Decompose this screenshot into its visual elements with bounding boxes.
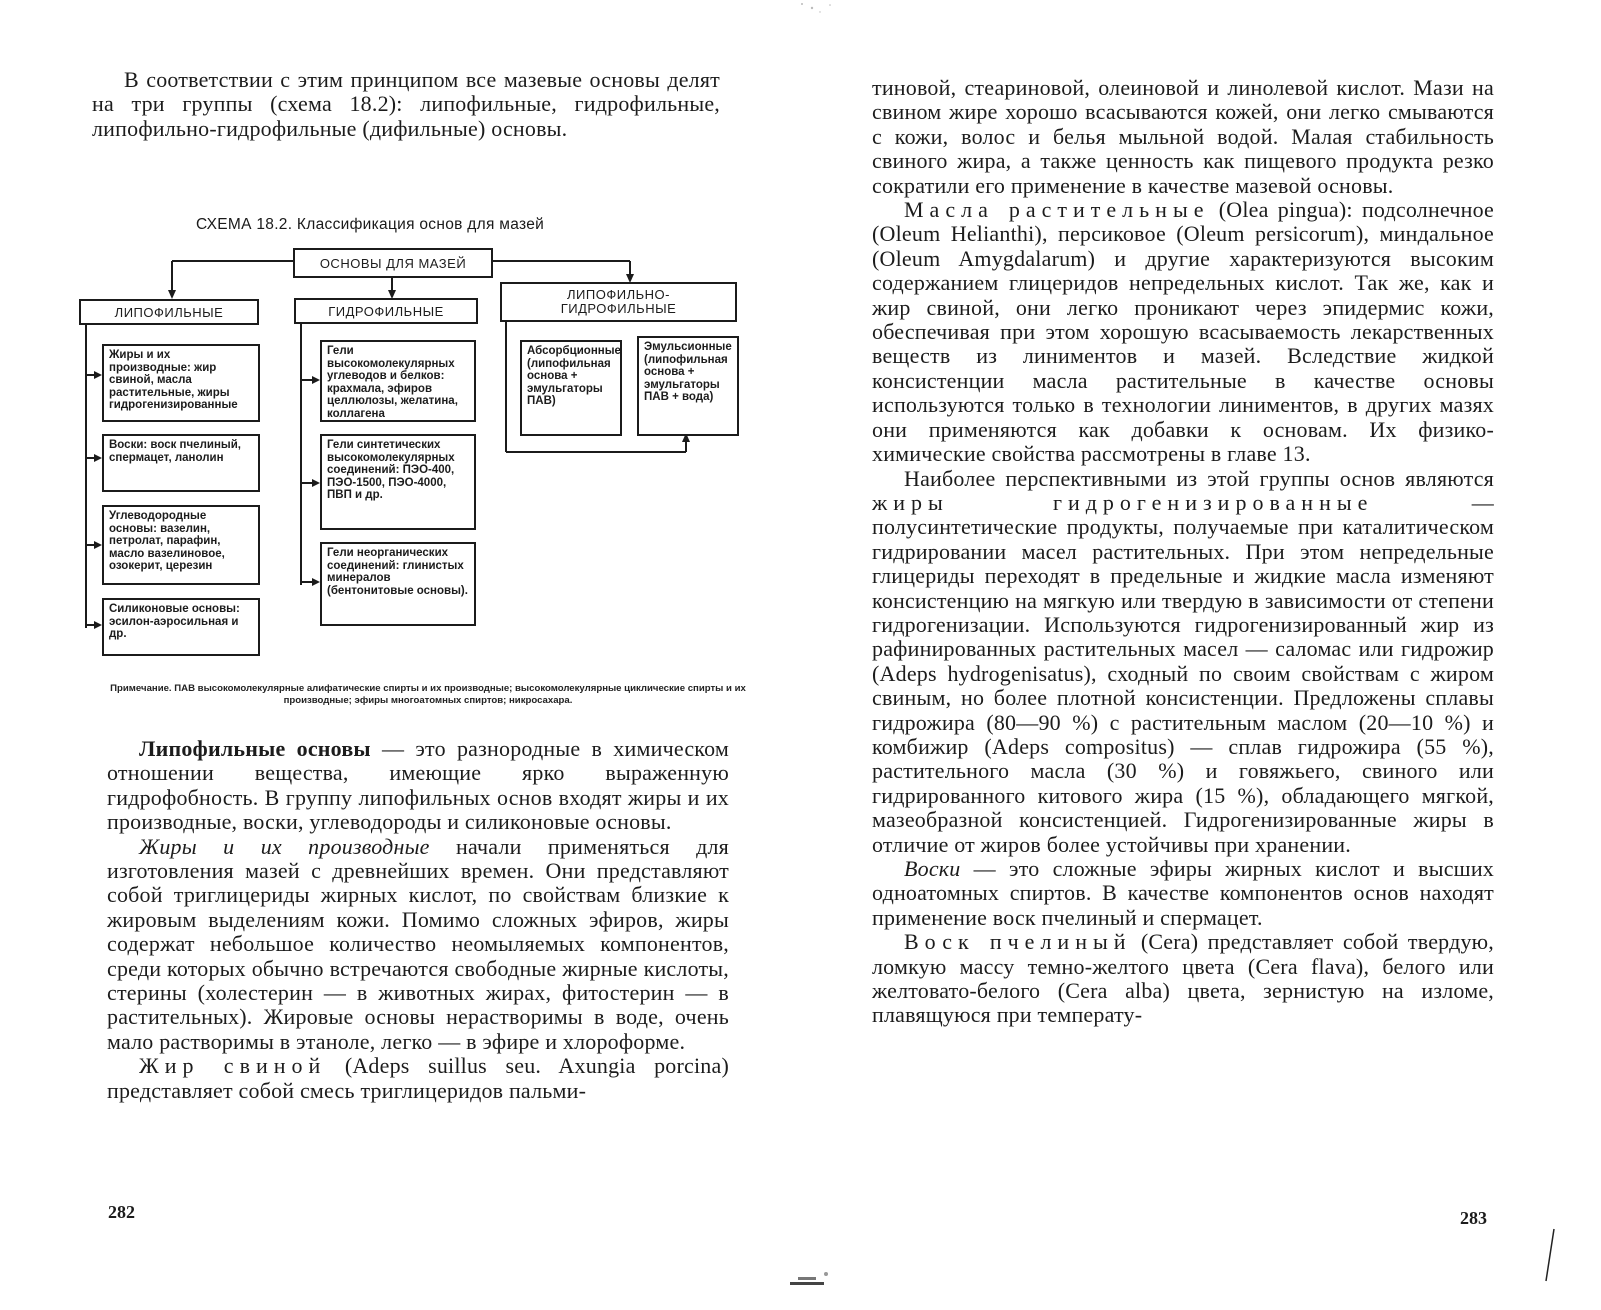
paragraph-lipophilic-bases: Липофильные основы — это разнородные в химическом отношении вещества, имеющие ярко выраженную гидрофобность. В группу липофильных основ входят жиры и их производные, воски, углеводороды и силиконовые основы. [107, 736, 729, 835]
lipophilic-item-silicones: Силиконовые основы: эсилон-аэросильная и др. [102, 598, 260, 656]
hydrophilic-item-synthetic-gels: Гели синтетических высокомолекулярных соединений: ПЭО-400, ПЭО-1500, ПЭО-4000, ПВП и др. [320, 434, 476, 530]
right-page [800, 0, 1601, 1310]
root-box: ОСНОВЫ ДЛЯ МАЗЕЙ [293, 248, 493, 278]
paragraph-pork-fat-cont: тиновой, стеариновой, олеиновой и линолевой кислот. Мази на свином жире хорошо всасываются кожей, они легко смываются с кожи, волос и белья мыльной водой. Малая стабильность свиного жира, а также ценность как пищевого продукта резко сократили его применение в качестве мазевой основы. [872, 75, 1494, 198]
left-body-text [107, 737, 729, 1103]
page-number-left: 282 [108, 1202, 135, 1222]
lipo-hydro-header: ЛИПОФИЛЬНО-ГИДРОФИЛЬНЫЕ [500, 282, 737, 322]
left-page [0, 0, 800, 1310]
paragraph-waxes: Воски — это сложные эфиры жирных кислот и высших одноатомных спиртов. В качестве компонентов основ находят применение воск пчелиный и спермацет. [872, 856, 1494, 930]
scan-speck-top [790, 0, 850, 20]
lipophilic-item-waxes: Воски: воск пчелиный, спермацет, ланолин [102, 434, 260, 492]
scan-smudge-bottom [784, 1262, 844, 1302]
lipo-hydro-item-absorption: Абсорбционные (липофильная основа + эмульгаторы ПАВ) [520, 340, 622, 436]
paragraph-pork-fat: Жир свиной (Adeps suillus seu. Axungia porcina) представляет собой смесь триглицеридов пальми- [107, 1053, 729, 1103]
hydrophilic-header: ГИДРОФИЛЬНЫЕ [294, 298, 478, 324]
lipophilic-item-fats: Жиры и их производные: жир свиной, масла растительные, жиры гидрогенизированные [102, 344, 260, 422]
paragraph-vegetable-oils: Масла растительные (Olea pingua): подсолнечное (Oleum Helianthi), персиковое (Oleum persicorum), миндальное (Oleum Amygdalarum) и другие характеризуются высоким содержанием глицеридов непредельных кислот. Так же, как и жир свиной, они легко проникают через эпидермис кожи, обеспечивая при этом хорошую всасываемость лекарственных веществ из линиментов и мазей. Вследствие жидкой консистенции масла растительные в качестве основы используются только в технологии линиментов, в других мазях они применяются как добавки к основам. Их физико-химические свойства рассмотрены в главе 13. [872, 197, 1495, 467]
lipo-hydro-item-emulsion: Эмульсионные (липофильная основа + эмульгаторы ПАВ + вода) [637, 336, 739, 436]
right-body-text [872, 76, 1494, 1028]
scheme-note: Примечание. ПАВ высокомолекулярные алифатические спирты и их производные; высокомолекулярные циклические спирты и их производные; эфиры многоатомных спиртов; никросахара. [110, 683, 746, 706]
page-number-right: 283 [1460, 1208, 1487, 1228]
hydrophilic-item-carbohydrate-gels: Гели высокомолекулярных углеводов и белков: крахмала, эфиров целлюлозы, желатина, коллагена [320, 340, 476, 422]
scan-mark-corner [1540, 1225, 1560, 1285]
intro-paragraph: В соответствии с этим принципом все мазевые основы делят на три группы (схема 18.2): липофильные, гидрофильные, липофильно-гидрофильные (дифильные) основы. [92, 67, 720, 141]
lipophilic-item-hydrocarbons: Углеводородные основы: вазелин, петролат, парафин, масло вазелиновое, озокерит, церезин [102, 505, 260, 585]
paragraph-hydrogenated-fats: Наиболее перспективными из этой группы основ являются жиры гидрогенизированные — полусинтетические продукты, получаемые при каталитическом гидрировании масел растительных. При этом непредельные глицериды переходят в предельные и жидкие масла изменяют консистенцию на мягкую или твердую в зависимости от степени гидрогенизации. Используются гидрогенизированный жир из рафинированных растительных масел — саломас или гидрожир (Adeps hydrogenisatus), сходный по своим свойствам с жиром свиным, но более плотной консистенции. Предложены сплавы гидрожира (80—90 %) с растительным маслом (20—10 %) и комбижир (Adeps compositus) — сплав гидрожира (55 %), растительного масла (30 %) и говяжьего, свиного или гидрированного китового жира (15 %), обладающего мягкой, мазеобразной консистенцией. Гидрогенизированные жиры в отличие от жиров более устойчивы при хранении. [872, 465, 1494, 857]
scheme-title: СХЕМА 18.2. Классификация основ для мазей [196, 216, 545, 233]
lipophilic-header: ЛИПОФИЛЬНЫЕ [79, 299, 259, 325]
paragraph-fats: Жиры и их производные начали применяться для изготовления мазей с древнейших времен. Они представляют собой триглицериды жирных кислот, по свойствам близкие к жировым выделениям кожи. Помимо сложных эфиров, жиры содержат небольшое количество неомыляемых компонентов, среди которых обычно встречаются свободные жирные кислоты, стерины (холестерин — в животных жирах, фитостерин — в растительных). Жировые основы нерастворимы в воде, очень мало растворимы в этаноле, легко — в эфире и хлороформе. [107, 833, 730, 1054]
paragraph-beeswax: Воск пчелиный (Cera) представляет собой твердую, ломкую массу темно-желтого цвета (Cera flava), белого или желтовато-белого (Cera alba) цвета, зернистую на изломе, плавящуюся при температу- [872, 929, 1494, 1028]
hydrophilic-item-inorganic-gels: Гели неорганических соединений: глинистых минералов (бентонитовые основы). [320, 542, 476, 626]
